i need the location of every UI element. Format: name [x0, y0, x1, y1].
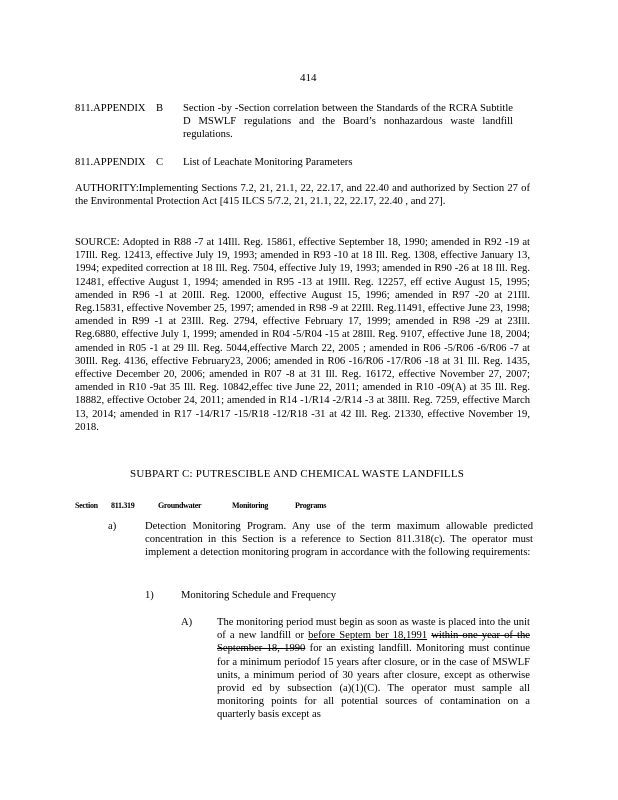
item-A-text: [217, 616, 530, 722]
section-number: 811.319: [111, 501, 135, 510]
authority-note: AUTHORITY:Implementing Sections 7.2, 21, 21.1, 22, 22.17, and 22.40 and authorized by Section 27 of the Environmental Protection Act [415 ILCS 5/7.2, 21, 21.1, 22, 22.17, 22.40 , and 27].: [75, 183, 530, 208]
inserted-text: before Septem ber 18,1991: [308, 630, 428, 642]
item-A-text-part: for an existing landfill. Monitoring must continue for a minimum periodof 15 years after closure, or in the case of MSWLF units, a minimum period of 30 years after closure, except as otherwise provid ed by subsection (a)(1)(C). The operator must sample all monitoring points for all potential sources of contamination on a quarterly basis except as: [217, 643, 531, 721]
source-note: SOURCE: Adopted in R88 -7 at 14Ill. Reg. 15861, effective September 18, 1990; amended in R92 -19 at 17Ill. Reg. 12413, effective July 19, 1993; amended in R93 -10 at 18 Ill. Reg. 1308, effective January 13, 1994; expedited correction at 18 Ill. Reg. 7504, effective July 19, 1993; amended in R90 -26 at 18 Ill. Reg. 12481, effective August 1, 1994; amended in R95 -13 at 19Ill. Reg. 12257, eff ective August 15, 1995; amended in R96 -1 at 20Ill. Reg. 12000, effective August 15, 1996; amended in R97 -20 at 21Ill. Reg.15831, effective November 25, 1997; amended in R98 -9 at 22Ill. Reg.11491, effective June 23, 1998; amended in R99 -1 at 23Ill. Reg. 2794, effective February 17, 1999; amended in R98 -29 at 23Ill. Reg.6880, effective July 1, 1999; amended in R04 -5/R04 -15 at 28Ill. Reg. 9107, effective June 18, 2004; amended in R05 -1 at 29 Ill. Reg. 5044,effective March 22, 2005 ; amended in R06 -5/R06 -6/R06 -7 at 30Ill. Reg. 4136, effective February23, 2006; amended in R06 -16/R06 -17/R06 -18 at 31 Ill. Reg. 1435, effective December 20, 2006; amended in R07 -8 at 31 Ill. Reg. 16172, effective November 27, 2007; amended in R10 -9at 35 Ill. Reg. 10842,effec tive June 22, 2011; amended in R10 -09(A) at 35 Ill. Reg. 18882, effective October 24, 2011; amended in R14 -1/R14 -2/R14 -3 at 38Ill. Reg. 7259, effective March 13, 2014; amended in R17 -14/R17 -15/R18 -12/R18 -31 at 42 Ill. Reg. 21330, effective November 19, 2018.: [75, 237, 530, 433]
item-1-text: Monitoring Schedule and Frequency: [181, 590, 337, 601]
appendix-letter: C: [156, 157, 164, 168]
section-label: Section: [75, 501, 98, 510]
appendix-id: 811.APPENDIX: [75, 157, 146, 168]
subpart-heading: SUBPART C: PUTRESCIBLE AND CHEMICAL WASTE LANDFILLS: [130, 468, 465, 480]
deleted-text: within one year of the September 18, 1990: [217, 630, 530, 655]
appendix-title: Section -by -Section correlation between the Standards of the RCRA Subtitle D MSWLF regulations and the Board’s nonhazardous waste landfill regulations.: [183, 103, 513, 141]
item-a-text: Detection Monitoring Program. Any use of the term maximum allowable predicted concentration in this Section is a reference to Section 811.318(c). The operator must implement a detection monitoring program in accordance with the following requirements:: [145, 521, 533, 559]
page-number: 414: [300, 72, 317, 84]
section-title-word: Monitoring: [232, 501, 269, 510]
section-title-word: Groundwater: [158, 501, 202, 510]
section-title-word: Programs: [295, 501, 327, 510]
item-A-text-part: The monitoring period must begin as soon as waste is placed into the unit of a new landfill or: [217, 617, 530, 642]
appendix-letter: B: [156, 103, 164, 114]
item-1-label: 1): [145, 590, 154, 601]
appendix-id: 811.APPENDIX: [75, 103, 146, 114]
item-A-label: A): [181, 617, 193, 628]
appendix-title: List of Leachate Monitoring Parameters: [183, 157, 353, 168]
item-a-label: a): [108, 521, 117, 532]
